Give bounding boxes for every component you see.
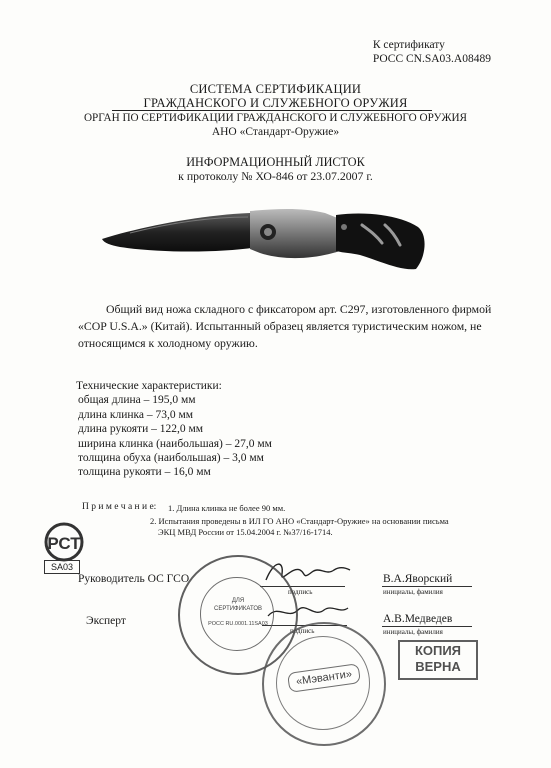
seal-inner-ring <box>200 577 274 651</box>
copy-stamp-line1: КОПИЯ <box>414 643 462 658</box>
seal-registration: РОСС RU.0001.11SA03 <box>208 621 268 627</box>
cert-ref-line1: К сертификату <box>372 39 445 51</box>
spec-item: толщина обуха (наибольшая) – 3,0 мм <box>78 452 264 465</box>
note-1: 1. Длина клинка не более 90 мм. <box>168 503 286 513</box>
certificate-reference <box>373 38 491 66</box>
head-role: Руководитель ОС ГСО <box>78 573 190 585</box>
spec-item: длина клинка – 73,0 мм <box>78 408 194 421</box>
head-signature-caption: подпись <box>288 588 313 596</box>
organization-stamp <box>262 622 386 746</box>
cert-ref-number: РОСС CN.SA03.A08489 <box>372 53 491 65</box>
system-title-line1: СИСТЕМА СЕРТИФИКАЦИИ <box>189 82 362 96</box>
head-name: В.А.Яворский <box>383 573 453 585</box>
spec-item: толщина рукояти – 16,0 мм <box>78 466 211 479</box>
copy-stamp-line2: ВЕРНА <box>415 659 461 674</box>
head-name-caption: инициалы, фамилия <box>383 588 443 596</box>
knife-blade <box>102 213 258 252</box>
description-line3: относящимся к холодному оружию. <box>78 336 258 350</box>
note-2-line1: 2. Испытания проведены в ИЛ ГО АНО «Стандарт-Оружие» на основании письма <box>150 516 449 526</box>
document-title: ИНФОРМАЦИОННЫЙ ЛИСТОК <box>186 155 365 169</box>
spec-item: ширина клинка (наибольшая) – 27,0 мм <box>78 437 272 450</box>
title-rule <box>112 110 432 111</box>
expert-role: Эксперт <box>86 615 126 627</box>
seal-center-text: ДЛЯ СЕРТИФИКАТОВ <box>214 598 263 612</box>
notes-label: П р и м е ч а н и е: <box>82 502 157 512</box>
expert-signature-caption: подпись <box>290 627 315 635</box>
head-name-line <box>382 586 472 587</box>
org-stamp-name: «Мэванти» <box>287 663 361 693</box>
note-2-line2: ЭКЦ МВД России от 15.04.2004 г. №37/16-1714. <box>158 527 333 537</box>
system-title-line2: ГРАЖДАНСКОГО И СЛУЖЕБНОГО ОРУЖИЯ <box>143 96 408 110</box>
expert-name: А.В.Медведев <box>383 613 453 625</box>
svg-text:РСТ: РСТ <box>47 534 81 553</box>
specs-block <box>76 379 272 480</box>
knife-image <box>100 205 430 275</box>
specs-heading: Технические характеристики: <box>76 380 222 392</box>
expert-name-line <box>382 626 472 627</box>
protocol-reference: к протоколу № ХО-846 от 23.07.2007 г. <box>178 169 373 183</box>
spec-item: длина рукояти – 122,0 мм <box>78 423 204 436</box>
copy-verified-stamp <box>398 640 478 680</box>
expert-name-caption: инициалы, фамилия <box>383 628 443 636</box>
organ-title-line2: АНО «Стандарт-Оружие» <box>211 126 340 138</box>
gost-code-badge: SA03 <box>44 560 80 574</box>
spec-item: общая длина – 195,0 мм <box>78 394 196 407</box>
organ-title-line1: ОРГАН ПО СЕРТИФИКАЦИИ ГРАЖДАНСКОГО И СЛУЖЕБНОГО ОРУЖИЯ <box>83 112 468 124</box>
description-line2: «COP U.S.A.» (Китай). Испытанный образец является туристическим ножом, не <box>78 319 482 333</box>
description-line1: Общий вид ножа складного с фиксатором арт. С297, изготовленного фирмой <box>106 302 492 316</box>
